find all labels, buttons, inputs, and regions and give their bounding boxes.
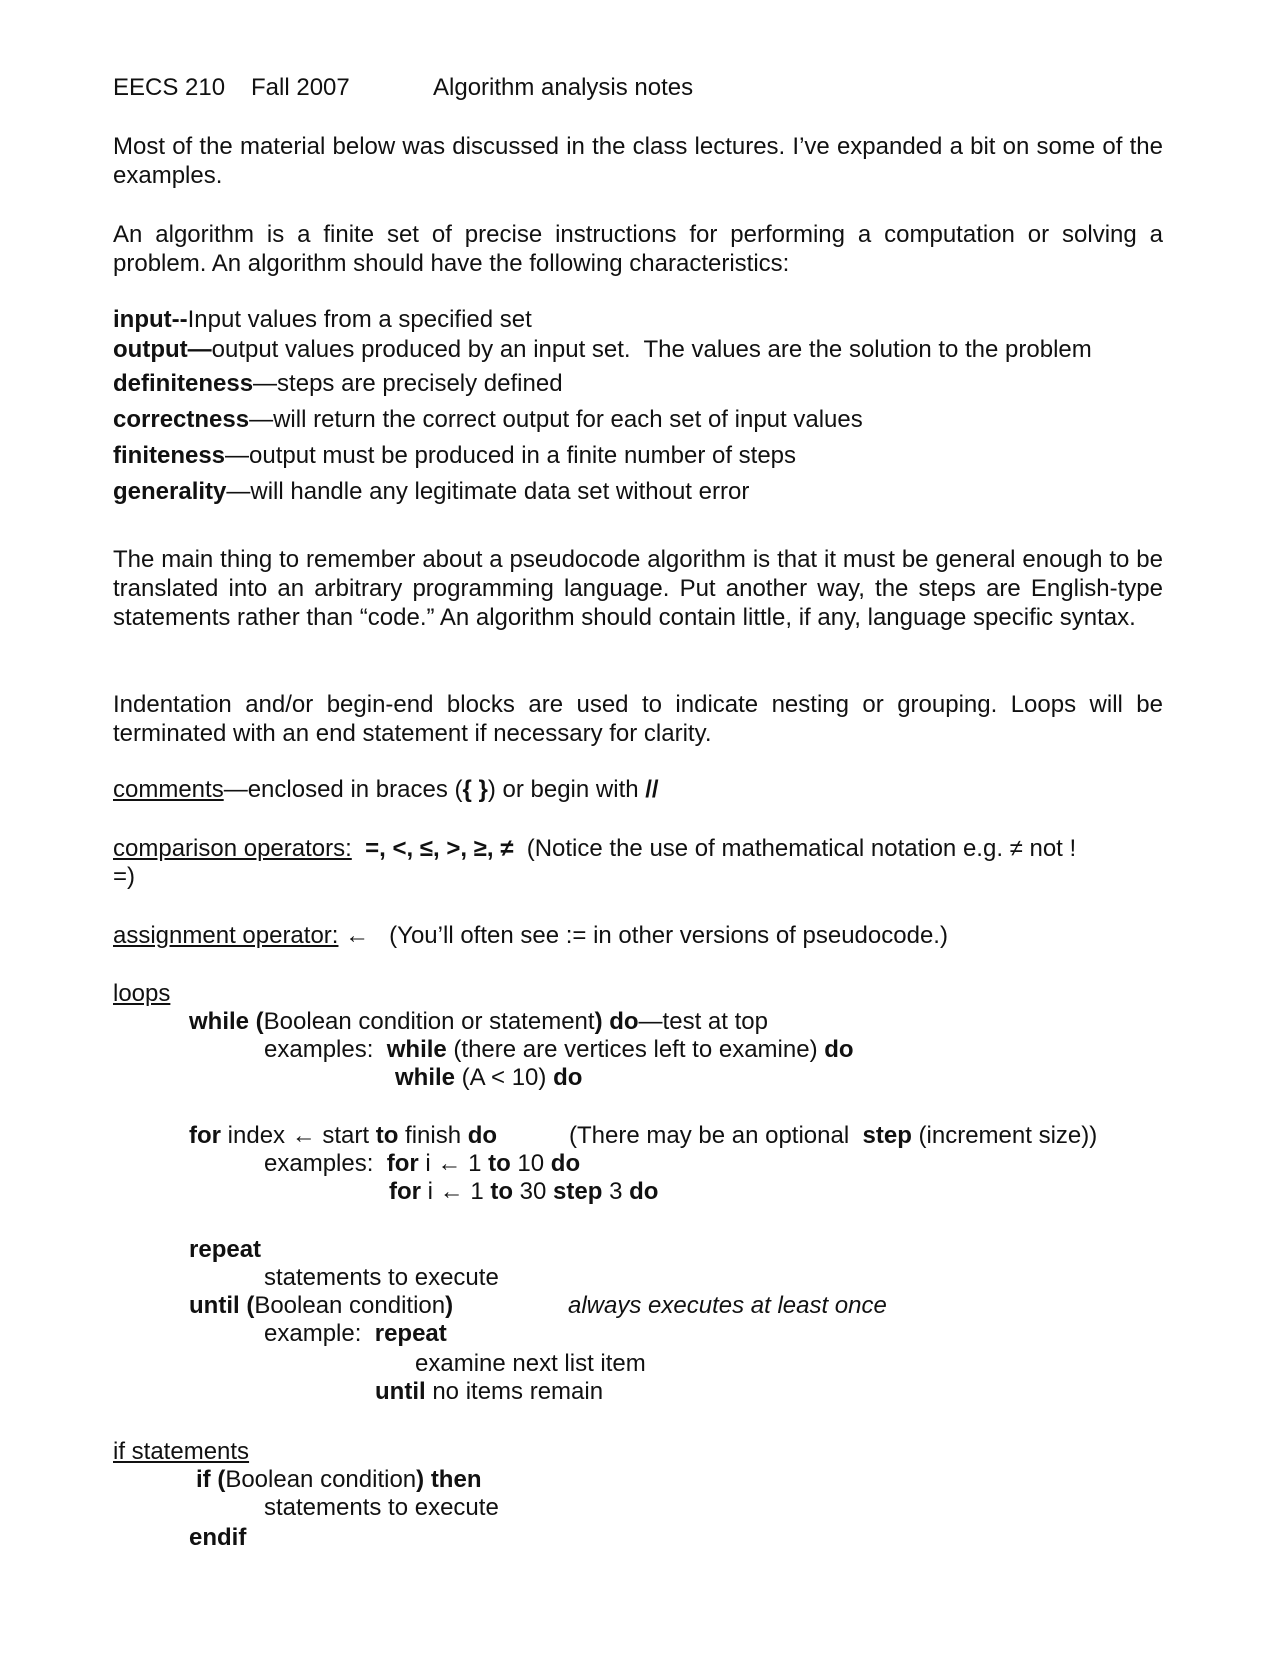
kw: while ( (189, 1008, 264, 1035)
kw: repeat (189, 1236, 262, 1263)
examples-label: examples: (264, 1150, 374, 1177)
while-example-1 (264, 1036, 854, 1064)
kw: until (375, 1378, 426, 1405)
kw: do (553, 1064, 583, 1091)
indentation-paragraph: Indentation and/or begin-end blocks are used to indicate nesting or grouping. Loops will be terminated with an end statement if necessary for clarity. (113, 691, 1163, 747)
ex-text: 30 (513, 1178, 554, 1205)
loops-heading (113, 980, 170, 1008)
repeat-example-until (375, 1378, 603, 1406)
ex-text: no items remain (425, 1378, 604, 1405)
char-term: generality (113, 478, 227, 505)
kw: ) (445, 1292, 454, 1319)
while-syntax (189, 1008, 768, 1036)
repeat-body: statements to execute (264, 1264, 499, 1291)
for-text: finish (398, 1122, 468, 1149)
example-label: example: (264, 1320, 362, 1347)
characteristic-output (113, 336, 1092, 364)
ex-text: i ← 1 (418, 1150, 489, 1177)
repeat-example-body: examine next list item (415, 1350, 646, 1377)
header-course: EECS 210 (113, 74, 226, 101)
for-note-text: (increment size)) (911, 1122, 1098, 1149)
loops-heading-text: loops (113, 980, 171, 1007)
intro-paragraph: Most of the material below was discussed in the class lectures. I’ve expanded a bit on some of the examples. (113, 133, 1163, 189)
comments-label: comments (113, 776, 224, 803)
kw: ) then (416, 1466, 482, 1493)
kw: to (375, 1122, 399, 1149)
kw: while (395, 1064, 456, 1091)
for-text: index ← start (221, 1122, 376, 1149)
for-note (569, 1122, 1097, 1150)
char-term: output— (113, 336, 212, 363)
comments-text: ) or begin with (487, 776, 646, 803)
char-term: finiteness (113, 442, 226, 469)
repeat-example (264, 1320, 447, 1348)
endif (189, 1524, 246, 1552)
if-syntax (196, 1466, 481, 1494)
for-example-2 (389, 1178, 658, 1206)
kw: while (386, 1036, 447, 1063)
kw: if ( (196, 1466, 226, 1493)
char-text: —will return the correct output for each set of input values (249, 406, 863, 433)
kw: for (189, 1122, 221, 1149)
repeat-syntax (189, 1236, 261, 1264)
kw: to (488, 1150, 511, 1177)
if-heading (113, 1438, 249, 1466)
characteristic-generality (113, 478, 749, 506)
char-text: Input values from a specified set (187, 306, 532, 333)
examples-label: examples: (264, 1036, 374, 1063)
kw: to (490, 1178, 514, 1205)
kw: endif (189, 1524, 247, 1551)
char-term: correctness (113, 406, 250, 433)
header-title: Algorithm analysis notes (433, 74, 694, 101)
until-syntax (189, 1292, 453, 1320)
assignment-op: ← (345, 922, 370, 949)
header-term: Fall 2007 (251, 74, 350, 101)
for-note-text: (There may be an optional (569, 1122, 863, 1149)
comments-slashes: // (645, 776, 659, 803)
ex-text: (A < 10) (455, 1064, 554, 1091)
if-cond: Boolean condition (225, 1466, 417, 1493)
characteristic-correctness (113, 406, 863, 434)
comparison-ops: =, <, ≤, >, ≥, ≠ (365, 835, 514, 862)
ex-text: (there are vertices left to examine) (446, 1036, 825, 1063)
definition-paragraph: An algorithm is a finite set of precise instructions for performing a computation or solving a problem. An algorithm should have the following characteristics: (113, 221, 1163, 277)
while-example-2 (395, 1064, 582, 1092)
kw: until ( (189, 1292, 255, 1319)
comments-text: —enclosed in braces ( (223, 776, 463, 803)
pseudocode-paragraph: The main thing to remember about a pseudocode algorithm is that it must be general enough to be translated into an arbitrary programming language. Put another way, the steps are English-type statements rather than “code.” An algorithm should contain little, if any, language specific syntax. (113, 546, 1163, 631)
char-term: definiteness (113, 370, 254, 397)
char-text: —output must be produced in a finite number of steps (225, 442, 797, 469)
characteristic-input (113, 306, 532, 334)
assignment-note: (You’ll often see := in other versions of pseudocode.) (389, 922, 948, 949)
kw: repeat (374, 1320, 447, 1347)
kw: for (389, 1178, 421, 1205)
kw: do (824, 1036, 854, 1063)
char-text: —will handle any legitimate data set without error (226, 478, 750, 505)
comments-braces: { } (462, 776, 488, 803)
ex-text: 3 (602, 1178, 630, 1205)
until-cond: Boolean condition (254, 1292, 446, 1319)
characteristic-finiteness (113, 442, 796, 470)
assignment-line (113, 922, 948, 950)
kw: step (862, 1122, 912, 1149)
assignment-label: assignment operator: (113, 922, 339, 949)
if-heading-text: if statements (113, 1438, 250, 1465)
char-text: output values produced by an input set. The values are the solution to the problem (211, 336, 1092, 363)
kw: do (467, 1122, 498, 1149)
char-term: input-- (113, 306, 188, 333)
comments-line (113, 776, 659, 804)
while-cond: Boolean condition or statement (263, 1008, 595, 1035)
ex-text: 10 (510, 1150, 551, 1177)
comparison-note: (Notice the use of mathematical notation e.g. ≠ not ! (526, 835, 1077, 862)
ex-text: i ← 1 (421, 1178, 491, 1205)
kw: for (386, 1150, 419, 1177)
while-note: —test at top (638, 1008, 768, 1035)
kw: ) do (594, 1008, 639, 1035)
repeat-note (568, 1292, 887, 1320)
kw: step (553, 1178, 603, 1205)
characteristic-definiteness (113, 370, 563, 398)
comparison-label: comparison operators: (113, 835, 352, 862)
for-example-1 (264, 1150, 580, 1178)
for-syntax (189, 1122, 497, 1150)
kw: do (550, 1150, 581, 1177)
kw: do (629, 1178, 659, 1205)
comparison-line (113, 835, 1076, 863)
comparison-note-cont: =) (113, 863, 136, 890)
if-body: statements to execute (264, 1494, 499, 1521)
char-text: —steps are precisely defined (253, 370, 563, 397)
repeat-note-text: always executes at least once (568, 1292, 887, 1319)
